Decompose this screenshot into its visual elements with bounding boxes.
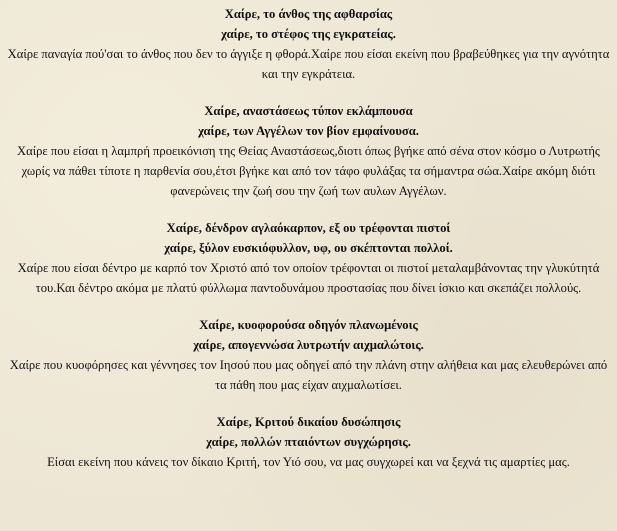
stanza-3-title-line-1: Χαίρε, δένδρον αγλαόκαρπον, εξ ου τρέφονται πιστοί [166,221,451,235]
stanza-4-title-line-2: χαίρε, απογεννώσα λυτρωτήν αιχμαλώτοις. [193,338,424,352]
stanza-3 [0,218,617,298]
stanza-4 [0,315,617,395]
stanza-1-commentary: Χαίρε παναγία πού'σαι το άνθος που δεν το άγγιξε η φθορά.Χαίρε που είσαι εκείνη που βραβεύθηκες για την αγνότητα και την εγκράτεια. [7,47,610,81]
stanza-2 [0,101,617,201]
stanza-2-commentary: Χαίρε που είσαι η λαμπρή προεικόνιση της Θείας Αναστάσεως,διοτι όπως βγήκε από σένα στον κόσμο ο Λυτρωτής χωρίς να πάθει τίποτε η παρθενία σου,έτσι βγήκε και από τον τάφο φυλάξας τα σήμαντρα σώα.Χαίρε ακόμη διότι φανερώνεις την ζωή σου την ζωή των αυλων Αγγέλων. [17,144,600,198]
stanza-3-commentary: Χαίρε που είσαι δέντρο με καρπό τον Χριστό από τον οποίον τρέφονται οι πιστοί μεταλαμβάνοντας την γλυκύτητά του.Και δέντρο ακόμα με πλατύ φύλλωμα παντοδυνάμου προστασίας που δίνει ίσκιο και σκεπάζει πολλούς. [17,261,600,295]
stanza-1 [0,4,617,84]
stanza-2-title-line-1: Χαίρε, αναστάσεως τύπον εκλάμπουσα [204,104,413,118]
hymn-text [0,4,617,489]
stanza-4-title-line-1: Χαίρε, κυοφορούσα οδηγόν πλανωμένοις [199,318,418,332]
stanza-5-title-line-1: Χαίρε, Κριτού δικαίου δυσώπησις [216,415,401,429]
stanza-1-title-line-2: χαίρε, το στέφος της εγκρατείας. [221,27,396,41]
stanza-5-title-line-2: χαίρε, πολλών πταιόντων συγχώρησις. [206,435,411,449]
stanza-3-title-line-2: χαίρε, ξύλον ευσκιόφυλλον, υφ, ου σκέπτονται πολλοί. [164,241,453,255]
stanza-2-title-line-2: χαίρε, των Αγγέλων τον βίον εμφαίνουσα. [198,124,419,138]
stanza-5-commentary: Είσαι εκείνη που κάνεις τον δίκαιο Κριτή, τον Υιό σου, να μας συγχωρεί και να ξεχνά τις αμαρτίες μας. [47,455,570,469]
stanza-5 [0,412,617,472]
stanza-4-commentary: Χαίρε που κυοφόρησες και γέννησες τον Ιησού που μας οδηγεί από την πλάνη στην αλήθεια και μας ελευθερώνει από τα πάθη που μας είχαν αιχμαλωτίσει. [9,358,608,392]
stanza-1-title-line-1: Χαίρε, το άνθος της αφθαρσίας [224,7,393,21]
